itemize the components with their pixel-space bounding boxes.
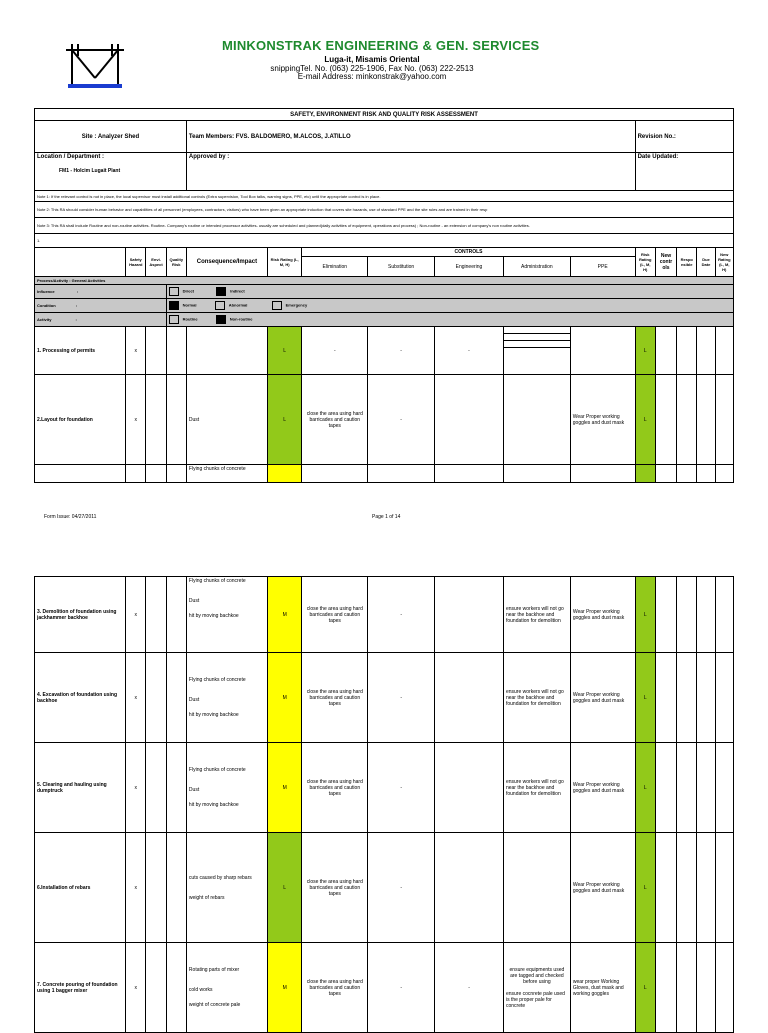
risk-assessment-table-page1: SAFETY, ENVIRONMENT RISK AND QUALITY RISK ASSESSMENT Site : Analyzer Shed Team Members: FVS. BALDOMERO, M.ALCOS, J.ATILLO Revision No.: Location / Department : FM1 - Holcim Lugait Plant Approved by : Date Updated: Note 1: If the relevant control is not in place, the local supervisor must install additional controls (Extra supervision, Tool Box talks, warning signs, PPE, etc) until the appropriate control is in place. Note 2: This RA should consider human behavior and capabilities of all personnel (employees, contractors, visitors) who have been given an appropriate induction that covers site hazards, use of standard PPE and the site rules and are trained in their resp Note 3: This RA shall include Routine and non-routine activities. Routine- Company's routine or intended processor activities- usually are scheduled and planned(daily activities of equipment, operations and process) ; Non-routine - an extension of company's non routine activities. 1. Safety Hazard Envi. Aspect Quality Risk Consequence/Impact Risk Rating (L, M, H) CONTROLS Risk Rating (L, M, H) New contr ols Respo nsible Due Date New Rating (L, M, H) Elimination Substitution Engineering Administration PPE Process/Activity : General Activities Influence : Direct Indirect Condition : Normal Abnormal Emergency Activity : Routine Non-routine 1. Processing of permits x L - - - L 2.Layout for foundation x Dust L close the area using hard barricades and caution tapes - Wear Proper working goggles and dust mask L Flying chunks of concrete — [34, 108, 734, 483]
table-row: 4. Excavation of foundation using backhoe x Flying chunks of concrete Dust hit by moving bachkoe M close the area using hard barricades and caution tapes - ensure workers will not go near the backhoe and foundation for demolition Wear Proper working goggles and dust mask L — [35, 653, 734, 743]
risk-rating2-cell: L — [635, 327, 655, 375]
col-quality: Quality Risk — [166, 248, 186, 277]
page-number: Page 1 of 14 — [372, 514, 401, 520]
col-engineering: Engineering — [435, 257, 504, 277]
nonroutine-checkbox[interactable] — [216, 315, 226, 324]
location-value: FM1 - Holcim Lugait Plant — [59, 168, 121, 174]
col-process — [35, 248, 126, 277]
risk-rating2-cell: L — [635, 577, 655, 653]
col-administration: Administration — [503, 257, 570, 277]
emergency-checkbox[interactable] — [272, 301, 282, 310]
col-safety: Safety Hazard — [126, 248, 146, 277]
table-row: 7. Concrete pouring of foundation using 1 bagger mixer x Rotating parts of mixer cold works weight of concrete pale M close the area using hard barricades and caution tapes - - ensure equipments used are tagged and checked before using ensure cocnrete pale used is the proper pale for concrete wear proper Working Gloves, dust mask and working goggles L — [35, 943, 734, 1033]
company-email: E-mail Address: minkonstrak@yahoo.com — [297, 72, 447, 81]
col-elimination: Elimination — [302, 257, 368, 277]
risk-rating-cell: L — [267, 833, 301, 943]
revision-field: Revision No.: — [635, 121, 733, 153]
risk-rating-cell: M — [267, 577, 301, 653]
process-activity-row: Process/Activity : General Activities — [35, 277, 734, 285]
risk-rating-cell: M — [267, 653, 301, 743]
col-substitution: Substitution — [368, 257, 435, 277]
risk-rating2-cell: L — [635, 653, 655, 743]
note-3: Note 3: This RA shall include Routine and non-routine activities. Routine- Company's routine or intended processor activities- usually are scheduled and planned(daily activities of equipment, operations and process) ; Non-routine - an extension of company's non routine activities. — [35, 218, 734, 234]
company-name: MINKONSTRAK ENGINEERING & GEN. SERVICES — [222, 38, 540, 53]
approved-by-field: Approved by : — [186, 153, 635, 191]
company-logo-icon — [66, 40, 124, 90]
influence-label: Influence — [37, 289, 55, 294]
table-row: 1. Processing of permits x L - - - L — [35, 327, 734, 375]
note-1: Note 1: If the relevant control is not in place, the local supervisor must install additional controls (Extra supervision, Tool Box talks, warning signs, PPE, etc) until the appropriate control is in place. — [35, 191, 734, 202]
col-responsible: Respo nsible — [677, 248, 697, 277]
col-consequence: Consequence/Impact — [186, 248, 267, 277]
normal-checkbox[interactable] — [169, 301, 179, 310]
col-controls: CONTROLS — [302, 248, 635, 257]
form-title: SAFETY, ENVIRONMENT RISK AND QUALITY RISK ASSESSMENT — [35, 109, 734, 121]
form-issue: Form Issue: 04/27/2011 — [44, 514, 97, 520]
risk-rating2-cell: L — [635, 943, 655, 1033]
col-envi: Envi. Aspect — [146, 248, 166, 277]
routine-checkbox[interactable] — [169, 315, 179, 324]
risk-rating-cell: M — [267, 943, 301, 1033]
activity-label: Activity — [37, 317, 52, 322]
indirect-checkbox[interactable] — [216, 287, 226, 296]
abnormal-checkbox[interactable] — [215, 301, 225, 310]
risk-rating-cell: L — [267, 375, 301, 465]
col-rating: Risk Rating (L, M, H) — [267, 248, 301, 277]
note-2: Note 2: This RA should consider human behavior and capabilities of all personnel (employees, contractors, visitors) who have been given an appropriate induction that covers site hazards, use of standard PPE and the site rules and are trained in their resp — [35, 202, 734, 218]
direct-checkbox[interactable] — [169, 287, 179, 296]
table-row: Flying chunks of concrete — [35, 465, 734, 483]
col-new-rating: New Rating (L, M, H) — [715, 248, 733, 277]
risk-rating-cell: M — [267, 743, 301, 833]
site-field: Site : Analyzer Shed — [35, 121, 187, 153]
col-rating2: Risk Rating (L, M, H) — [635, 248, 655, 277]
table-row: 3. Demolition of foundation using jackhammer backhoe x Flying chunks of concrete Dust hit by moving bachkoe M close the area using hard barricades and caution tapes - ensure workers will not go near the backhoe and foundation for demolition Wear Proper working goggles and dust mask L — [35, 577, 734, 653]
risk-rating2-cell: L — [635, 743, 655, 833]
col-ppe: PPE — [570, 257, 635, 277]
risk-rating2-cell: L — [635, 833, 655, 943]
company-address: Luga-it, Misamis Oriental — [324, 55, 420, 64]
company-phone: snippingTel. No. (063) 225-1906, Fax No. (063) 222-2513 — [270, 64, 474, 73]
date-updated-field: Date Updated: — [635, 153, 733, 191]
col-new-controls: New contr ols — [655, 248, 676, 277]
team-members-field: Team Members: FVS. BALDOMERO, M.ALCOS, J.ATILLO — [186, 121, 635, 153]
location-label: Location / Department : — [37, 154, 105, 160]
risk-rating-cell: L — [267, 327, 301, 375]
risk-rating2-cell: L — [635, 375, 655, 465]
table-row: 2.Layout for foundation x Dust L close the area using hard barricades and caution tapes - Wear Proper working goggles and dust mask L — [35, 375, 734, 465]
table-row: 5. Clearing and hauling using dumptruck x Flying chunks of concrete Dust hit by moving bachkoe M close the area using hard barricades and caution tapes - ensure workers will not go near the backhoe and foundation for demolition Wear Proper working goggles and dust mask L — [35, 743, 734, 833]
page-break — [0, 524, 768, 576]
table-row: 6.Installation of rebars x cuts caused by sharp rebars weight of rebars L close the area using hard barricades and caution tapes - Wear Proper working goggles and dust mask L — [35, 833, 734, 943]
risk-assessment-table-page2 — [34, 576, 734, 1033]
blank-row: 1. — [35, 234, 734, 248]
col-due: Due Date — [697, 248, 715, 277]
condition-label: Condition — [37, 303, 56, 308]
